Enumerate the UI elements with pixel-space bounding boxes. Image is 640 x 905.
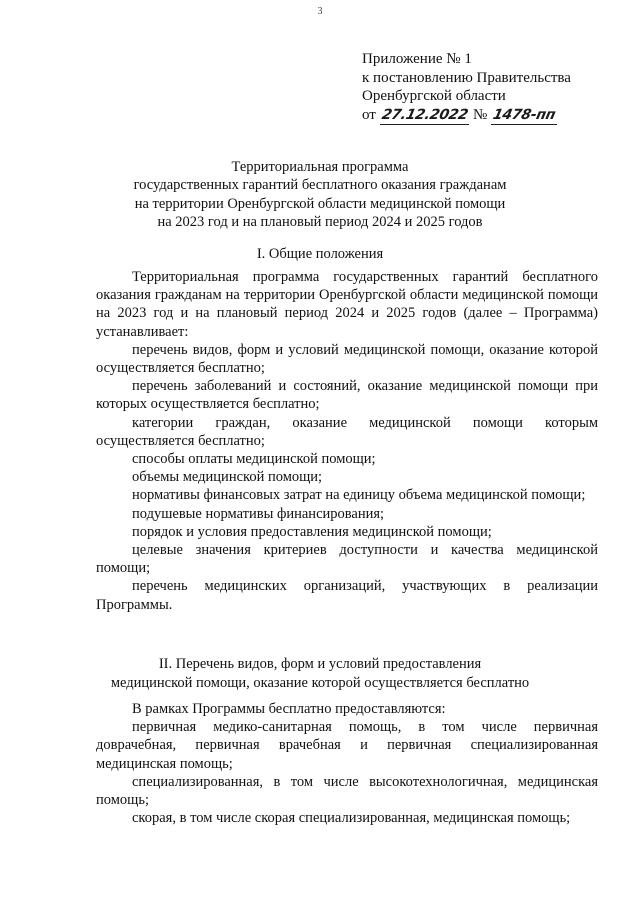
handwritten-date-field (380, 106, 470, 126)
title-line: Территориальная программа (231, 159, 409, 175)
list-item: нормативы финансовых затрат на единицу объема медицинской помощи; (132, 487, 586, 504)
paragraph: Территориальная программа государственных гарантий бесплатного оказания гражданам на территории Оренбургской области медицинской помощи на 2023 год и на плановый период 2024 и 2025 годов (далее – Программа) устанавливает: (96, 269, 598, 340)
list-item: порядок и условия предоставления медицинской помощи; (132, 523, 492, 540)
number-prefix: № (472, 106, 488, 123)
paragraph: В рамках Программы бесплатно предоставляются: (132, 701, 446, 717)
list-item: перечень видов, форм и условий медицинской помощи, оказание которой осуществляется бесплатно; (96, 341, 598, 377)
title-line: на территории Оренбургской области медицинской помощи (134, 195, 506, 212)
appendix-title: Приложение № 1 (362, 51, 472, 67)
list-item: способы оплаты медицинской помощи; (132, 451, 376, 468)
appendix-region: Оренбургской области (362, 88, 506, 104)
page-number: 3 (317, 6, 323, 17)
section-2-heading-line: медицинской помощи, оказание которой осуществляется бесплатно (110, 674, 530, 691)
handwritten-date: 27.12.2022 (379, 106, 469, 123)
title-line: на 2023 год и на плановый период 2024 и 2025 годов (157, 213, 483, 230)
appendix-date-line (362, 106, 571, 126)
section-1-body (96, 268, 598, 614)
title-line: государственных гарантий бесплатного оказания гражданам (133, 177, 507, 194)
list-item: целевые значения критериев доступности и качества медицинской помощи; (96, 542, 598, 577)
list-item: перечень медицинских организаций, участвующих в реализации Программы. (96, 578, 598, 613)
document-title (0, 158, 640, 231)
list-item: категории граждан, оказание медицинской помощи которым осуществляется бесплатно; (96, 414, 598, 449)
list-item: скорая, в том числе скорая специализированная, медицинская помощь; (132, 810, 571, 827)
list-item: подушевые нормативы финансирования; (132, 505, 385, 522)
from-prefix: от (362, 106, 376, 123)
list-item: объемы медицинской помощи; (132, 469, 323, 486)
handwritten-number: 1478-пп (491, 106, 557, 123)
list-item: специализированная, в том числе высокотехнологичная, медицинская помощь; (96, 773, 598, 809)
list-item: первичная медико-санитарная помощь, в том числе первичная доврачебная, первичная врачебная и первичная специализированная медицинская помощь; (96, 719, 598, 772)
section-1-heading: I. Общие положения (256, 246, 384, 262)
list-item: перечень заболеваний и состояний, оказание медицинской помощи при которых осуществляется бесплатно; (96, 378, 598, 413)
appendix-block (362, 50, 571, 125)
section-2-heading (0, 655, 640, 692)
section-2-heading-line: II. Перечень видов, форм и условий предоставления (158, 656, 482, 672)
section-2-body (96, 700, 598, 827)
handwritten-number-field (491, 106, 557, 126)
appendix-resolution: к постановлению Правительства (362, 69, 571, 86)
